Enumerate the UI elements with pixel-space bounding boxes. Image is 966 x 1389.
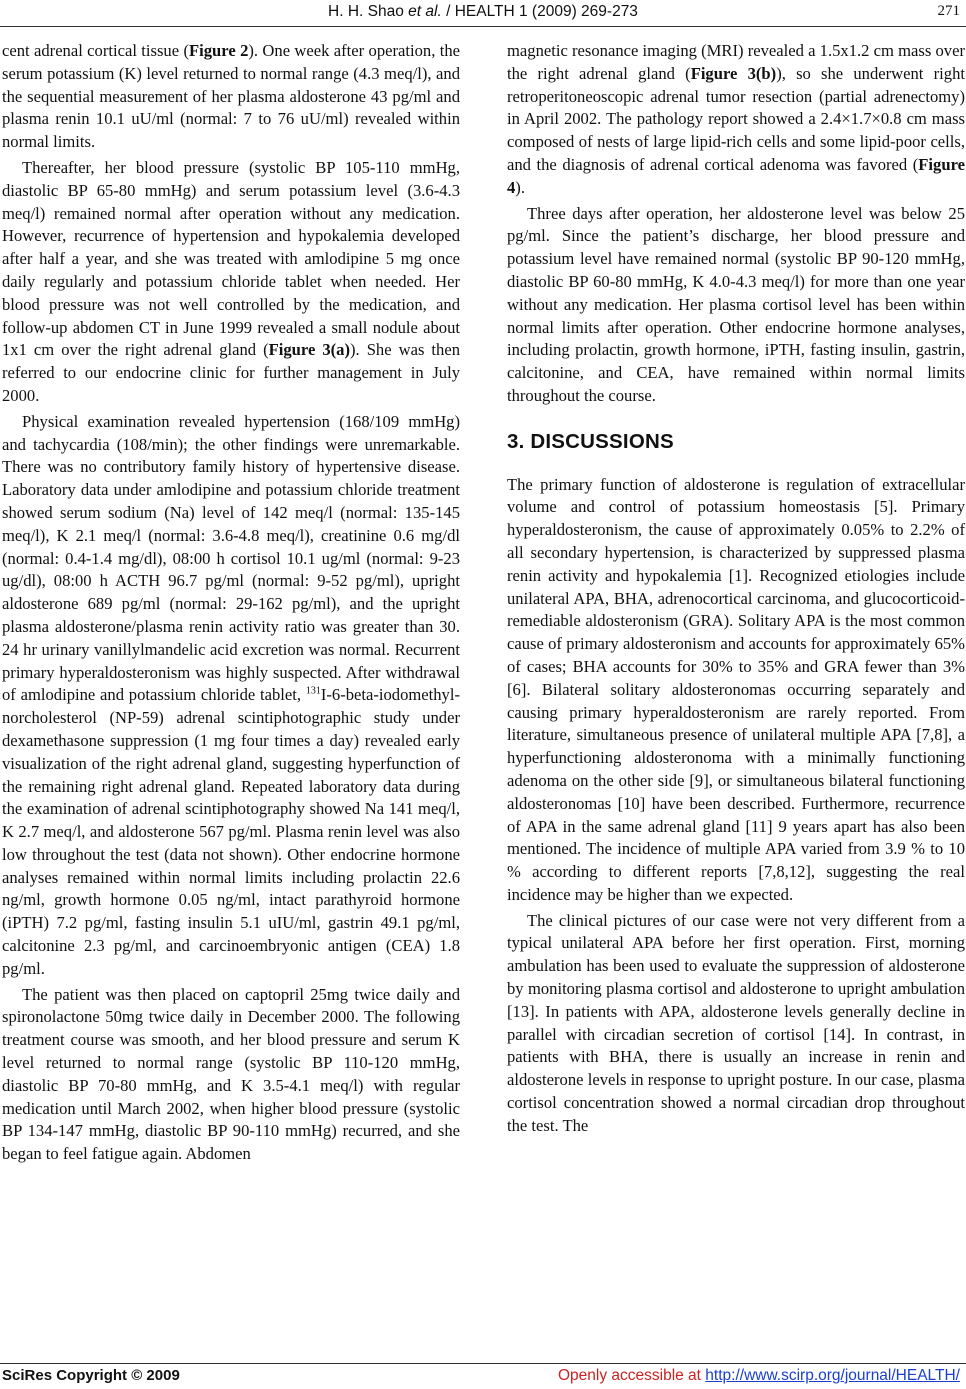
journal-link[interactable]: http://www.scirp.org/journal/HEALTH/ bbox=[705, 1367, 960, 1384]
text-run: cent adrenal cortical tissue ( bbox=[2, 41, 189, 60]
text-run: ). One week after operation, the serum potassium (K) level returned to normal range (4.3 meq/l), and the sequential measurement of her plasma aldosterone 43 pg/ml and plasma renin 10.1 uU/ml (normal: 7 to 76 uU/ml) revealed within normal limits. bbox=[2, 41, 460, 152]
superscript: 131 bbox=[305, 685, 321, 697]
footer-divider bbox=[0, 1363, 966, 1364]
left-column bbox=[2, 40, 460, 1166]
right-column bbox=[507, 40, 965, 1138]
text-run: Physical examination revealed hypertension (168/109 mmHg) and tachycardia (108/min); the other findings were unremarkable. There was no contributory family history of hypertensive disease. Laboratory data under amlodipine and potassium chloride treatment showed serum sodium (Na) level of 142 meq/l (normal: 135-145 meq/l), K 2.1 meq/l (normal: 3.6-4.8 meq/l), creatinine 0.6 mg/dl (normal: 0.4-1.4 mg/dl), 08:00 h cortisol 10.1 ug/ml (normal: 9-23 ug/dl), 08:00 h ACTH 96.7 pg/ml (normal: 9-52 pg/ml), upright aldosterone 689 pg/ml (normal: 29-162 pg/ml), and the upright plasma aldosterone/plasma renin activity ratio was greater than 30. 24 hr urinary vanillylmandelic acid excretion was normal. Recurrent primary hyperaldosteronism was highly suspected. After withdrawal of amlodipine and potassium chloride tablet, bbox=[2, 411, 460, 705]
section-heading: 3. DISCUSSIONS bbox=[507, 429, 674, 453]
paragraph: Three days after operation, her aldosterone level was below 25 pg/ml. Since the patient’s discharge, her blood pressure and potassium level have remained normal (systolic BP 90-120 mmHg, diastolic BP 60-80 mmHg, K 4.0-4.3 meq/l) for more than one year without any medication. Her plasma cortisol level has been within normal limits after operation. Other endocrine hormone analyses, including prolactin, growth hormone, iPTH, fasting insulin, gastrin, calcitonine, and CEA, have remained within normal limits throughout the course. bbox=[507, 203, 965, 405]
text-run: Thereafter, her blood pressure (systolic BP 105-110 mmHg, diastolic BP 65-80 mmHg) and serum potassium level (3.6-4.3 meq/l) remained normal after operation without any medication. However, recurrence of hypertension and hypokalemia developed after half a year, and she was treated with amlodipine 5 mg once daily regularly and potassium chloride tablet when needed. Her blood pressure was not well controlled by the medication, and follow-up abdomen CT in June 1999 revealed a small nodule about 1x1 cm over the right adrenal gland ( bbox=[2, 157, 460, 360]
header-divider bbox=[0, 26, 966, 27]
paragraph bbox=[2, 157, 460, 408]
copyright: SciRes Copyright © 2009 bbox=[2, 1367, 180, 1384]
text-run: ). bbox=[515, 177, 525, 197]
text-run: ). She was then referred to our endocrine clinic for further management in July 2000. bbox=[2, 340, 460, 405]
paragraph: The primary function of aldosterone is regulation of extracellular volume and control of potassium homeostasis [5]. Primary hyperaldosteronism, the cause of approximately 0.05% to 2.2% of all secondary hypertension, is characterized by suppressed plasma renin activity and hypokalemia [1]. Recognized etiologies include unilateral APA, BHA, adrenocortical carcinoma, and glucocorticoid-remediable aldosteronism (GRA). Solitary APA is the most common cause of primary aldosteronism and accounts for approximately 65% of cases; BHA accounts for 30% to 35% and GRA fewer than 3% [6]. Bilateral solitary aldosteronomas occurring separately and causing primary hyperaldosteronism are rarely reported. From literature, simultaneous presence of unilateral multiple APA [7,8], a hyperfunctioning aldosteronoma with a minimally functioning adenoma on the other side [9], or simultaneous bilateral functioning aldosteronomas [10] have been described. Furthermore, recurrence of APA in the same adrenal gland [11] 9 years apart has also been mentioned. The incidence of multiple APA varied from 3.9 % to 10 % according to different reports [7,8,12], suggesting the real incidence may be higher than we expected. bbox=[507, 474, 965, 904]
paragraph bbox=[507, 40, 965, 200]
paragraph bbox=[2, 411, 460, 981]
header-et-al: et al. bbox=[408, 3, 442, 20]
figure-reference: Figure 3(a) bbox=[268, 340, 350, 360]
page-number: 271 bbox=[937, 3, 960, 19]
paragraph: The patient was then placed on captopril 25mg twice daily and spironolactone 50mg twice daily in December 2000. The following treatment course was smooth, and her blood pressure and serum K level returned to normal range (systolic BP 110-120 mmHg, diastolic BP 70-80 mmHg, and K 3.5-4.1 meq/l) with regular medication until March 2002, when higher blood pressure (systolic BP 134-147 mmHg, diastolic BP 90-110 mmHg) recurred, and she began to feel fatigue again. Abdomen bbox=[2, 984, 460, 1164]
figure-reference: Figure 4 bbox=[507, 154, 965, 197]
header-journal: / HEALTH 1 (2009) 269-273 bbox=[441, 3, 638, 20]
header-authors: H. H. Shao bbox=[328, 3, 409, 20]
text-run: I-6-beta-iodomethyl-norcholesterol (NP-59) adrenal scintiphotographic study under dexamethasone suppression (1 mg four times a day) revealed early visualization of the right adrenal gland, suggesting hyperfunction of the remaining right adrenal gland. Repeated laboratory data during the examination of adrenal scintiphotography showed Na 141 meq/l, K 2.7 meq/l, and aldosterone 567 pg/ml. Plasma renin level was also low throughout the test (data not shown). Other endocrine hormone analyses remained within normal limits including prolactin 22.6 ng/ml, growth hormone 0.05 ng/ml, intact parathyroid hormone (iPTH) 7.2 pg/ml, fasting insulin 5.1 uIU/ml, gastrin 49.1 pg/ml, calcitonine 2.3 pg/ml, and carcinoembryonic antigen (CEA) 1.8 pg/ml. bbox=[2, 685, 460, 978]
access-prefix: Openly accessible at bbox=[557, 1367, 706, 1384]
figure-reference: Figure 3(b) bbox=[690, 63, 777, 83]
paragraph bbox=[2, 40, 460, 154]
running-header bbox=[0, 3, 966, 21]
text-run: magnetic resonance imaging (MRI) revealed a 1.5x1.2 cm mass over the right adrenal gland ( bbox=[507, 41, 965, 83]
access-note bbox=[558, 1367, 960, 1385]
paragraph: The clinical pictures of our case were not very different from a typical unilateral APA before her first operation. First, morning ambulation has been used to evaluate the suppression of aldosterone by monitoring plasma cortisol and aldosterone to upright ambulation [13]. In patients with APA, aldosterone levels generally decline in parallel with circadian secretion of cortisol [14]. In contrast, in patients with BHA, there is usually an increase in renin and aldosterone levels in response to upright posture. In our case, plasma cortisol concentration showed a normal circadian drop throughout the test. The bbox=[507, 910, 965, 1135]
figure-reference: Figure 2 bbox=[189, 41, 249, 60]
text-run: ), so she underwent right retroperitoneoscopic adrenal tumor resection (partial adrenectomy) in April 2002. The pathology report showed a 2.4×1.7×0.8 cm mass composed of nests of large lipid-rich cells and some lipid-poor cells, and the diagnosis of adrenal cortical adenoma was favored ( bbox=[507, 63, 965, 174]
